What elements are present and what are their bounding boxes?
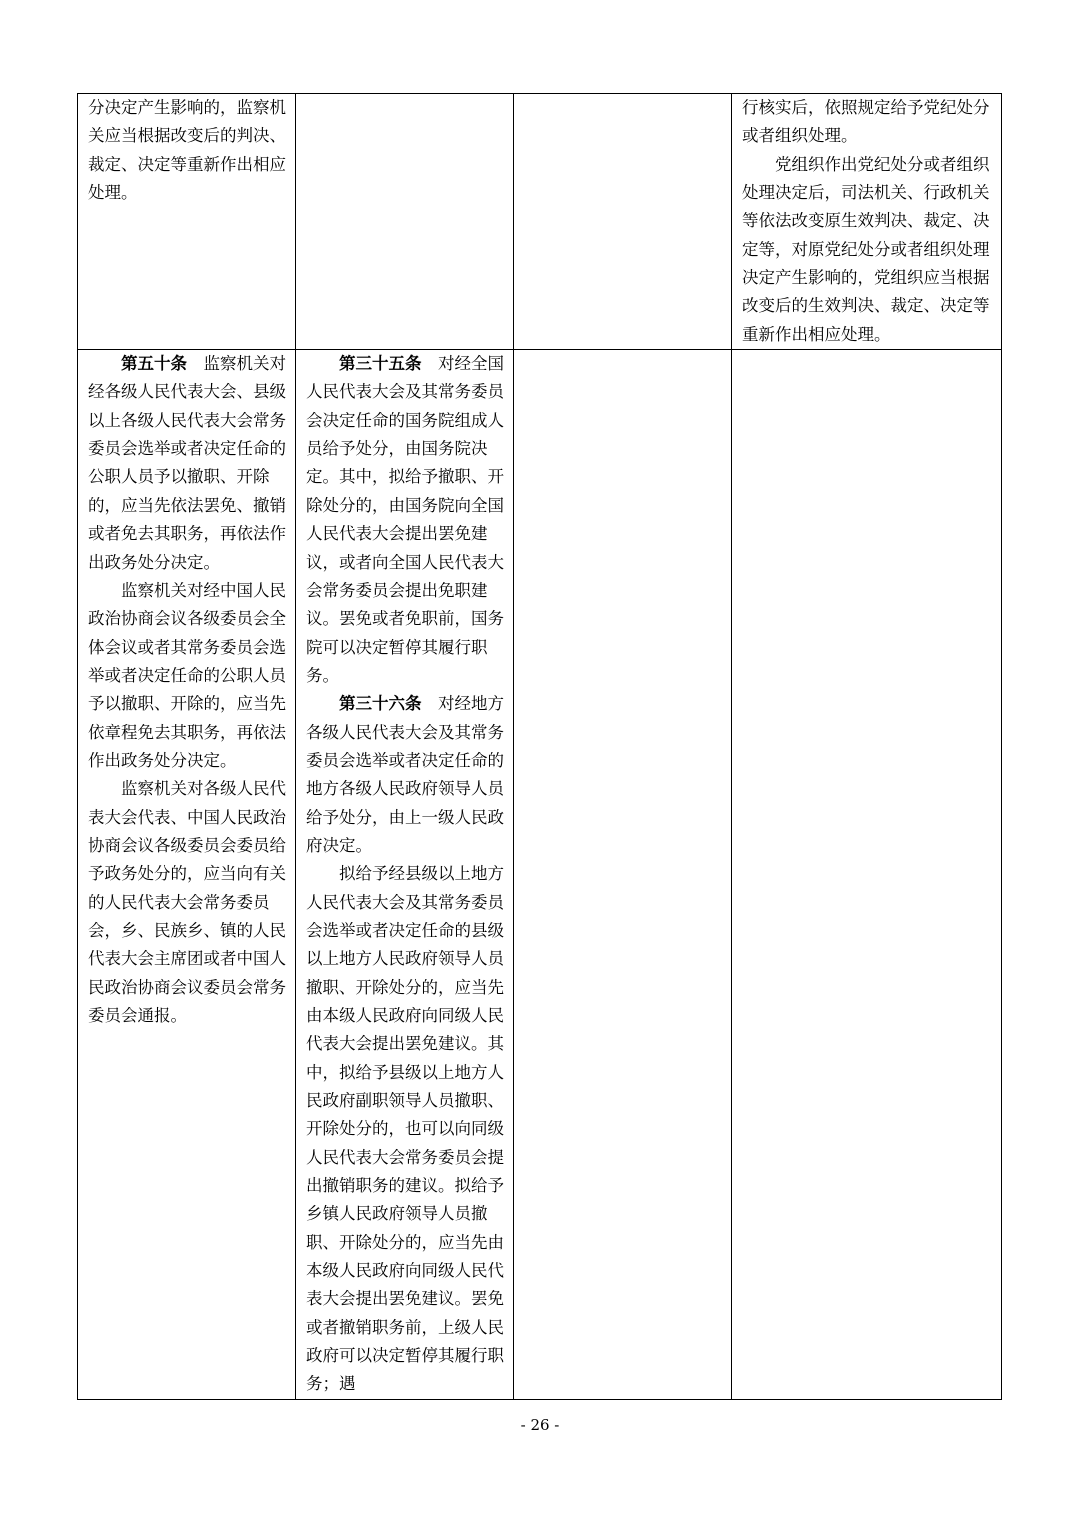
article-50-text: 监察机关对经各级人民代表大会、县级以上各级人民代表大会常务委员会选举或者决定任命的公职人员予以撤职、开除的，应当先依法罢免、撤销或者免去其职务，再依法作出政务处分决定。 <box>88 354 286 572</box>
row1-col4-paragraph-1: 行核实后，依照规定给予党纪处分或者组织处理。 <box>742 98 990 146</box>
article-36-text: 对经地方各级人民代表大会及其常务委员会选举或者决定任命的地方各级人民政府领导人员给予处分，由上一级人民政府决定。 <box>306 694 504 855</box>
article-35-text: 对经全国人民代表大会及其常务委员会决定任命的国务院组成人员给予处分，由国务院决定。其中，拟给予撤职、开除处分的，由国务院向全国人民代表大会提出罢免建议，或者向全国人民代表大会常务委员会提出免职建议。罢免或者免职前，国务院可以决定暂停其履行职务。 <box>306 354 504 685</box>
article-36-paragraph-1 <box>306 690 506 860</box>
article-35-paragraph <box>306 350 506 690</box>
table-cell-row1-col3 <box>514 94 732 350</box>
table-cell-row1-col1 <box>78 94 296 350</box>
table-row <box>78 350 1002 1400</box>
article-36-paragraph-2: 拟给予经县级以上地方人民代表大会及其常务委员会选举或者决定任命的县级以上地方人民政府领导人员撤职、开除处分的，应当先由本级人民政府向同级人民代表大会提出罢免建议。其中，拟给予县级以上地方人民政府副职领导人员撤职、开除处分的，也可以向同级人民代表大会常务委员会提出撤销职务的建议。拟给予乡镇人民政府领导人员撤职、开除处分的，应当先由本级人民政府向同级人民代表大会提出罢免建议。罢免或者撤销职务前，上级人民政府可以决定暂停其履行职务；遇 <box>306 864 504 1394</box>
article-50-paragraph-1 <box>88 350 288 577</box>
table-cell-row2-col3 <box>514 350 732 1400</box>
article-35-heading: 第三十五条 <box>339 354 422 374</box>
page-number: - 26 - <box>520 1416 560 1434</box>
article-36-heading: 第三十六条 <box>339 694 422 714</box>
row1-col1-text: 分决定产生影响的，监察机关应当根据改变后的判决、裁定、决定等重新作出相应处理。 <box>88 98 286 203</box>
row1-col4-paragraph-2: 党组织作出党纪处分或者组织处理决定后，司法机关、行政机关等依法改变原生效判决、裁定、决定等，对原党纪处分或者组织处理决定产生影响的，党组织应当根据改变后的生效判决、裁定、决定等重新作出相应处理。 <box>742 154 990 344</box>
table-row <box>78 94 1002 350</box>
article-50-paragraph-3: 监察机关对各级人民代表大会代表、中国人民政治协商会议各级委员会委员给予政务处分的，应当向有关的人民代表大会常务委员会，乡、民族乡、镇的人民代表大会主席团或者中国人民政治协商会议委员会常务委员会通报。 <box>88 779 286 1025</box>
article-50-paragraph-2: 监察机关对经中国人民政治协商会议各级委员会全体会议或者其常务委员会选举或者决定任命的公职人员予以撤职、开除的，应当先依章程免去其职务，再依法作出政务处分决定。 <box>88 580 286 770</box>
table-cell-row1-col4 <box>732 94 1002 350</box>
table-cell-row2-col4 <box>732 350 1002 1400</box>
comparison-table <box>77 93 1002 1400</box>
article-50-heading: 第五十条 <box>121 354 187 374</box>
table-cell-row2-col1 <box>78 350 296 1400</box>
table-cell-row2-col2 <box>296 350 514 1400</box>
table-cell-row1-col2 <box>296 94 514 350</box>
